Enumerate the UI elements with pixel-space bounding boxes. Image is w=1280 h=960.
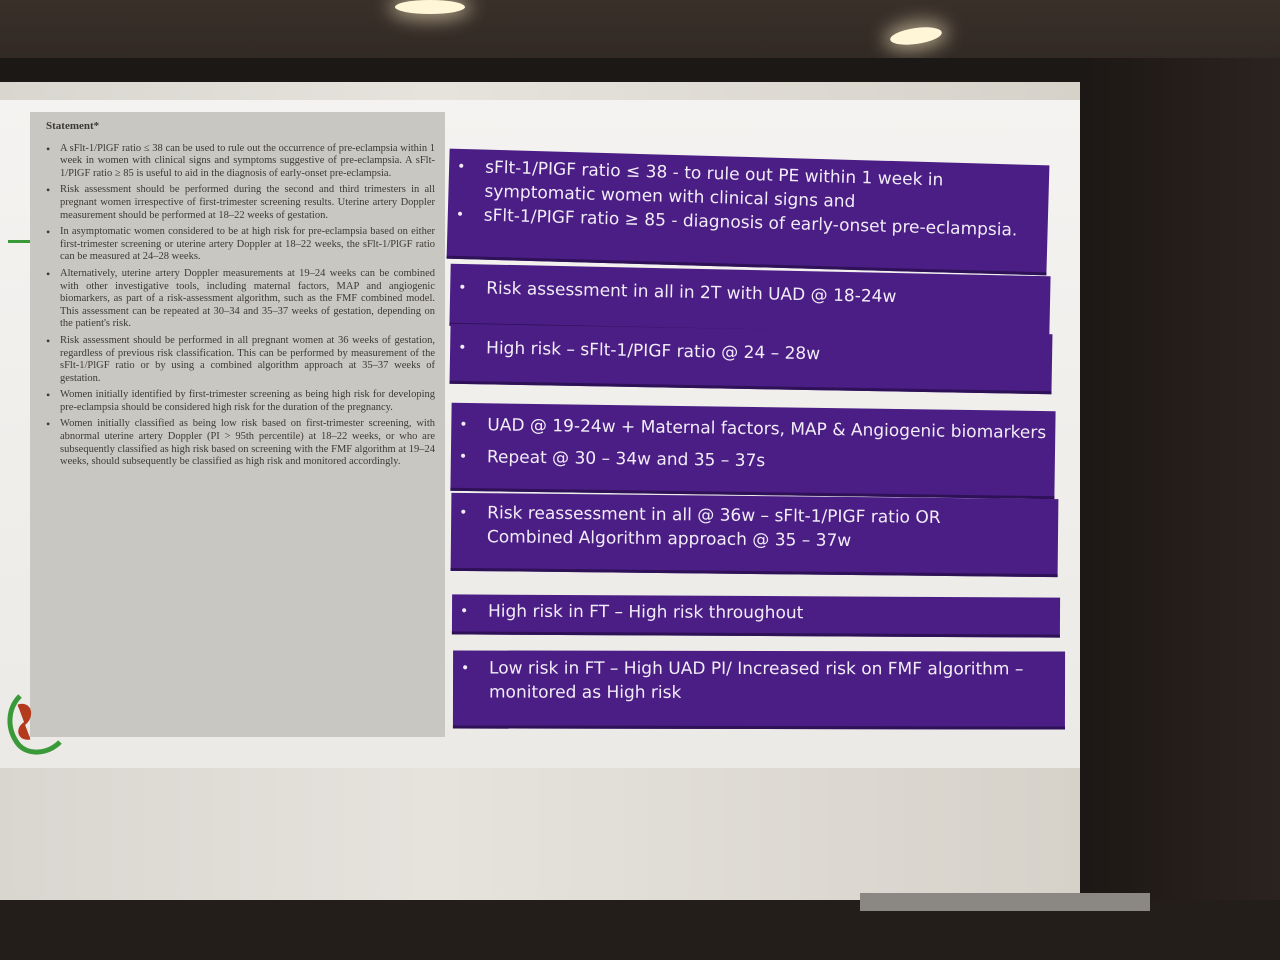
bullet-icon: • [461,660,470,677]
statement-item: • Women initially classified as being low risk based on first-trimester screening, with abnormal uterine artery Doppler (PI > 95th percentile) at 18–22 weeks, or who are subsequently classified as high risk based on screening with the FMF algorithm at 19–24 weeks, should subsequently be classified as high risk and monitored accordingly. [46,418,435,468]
summary-line: sFlt-1/PIGF ratio ≥ 85 - diagnosis of early-onset pre-eclampsia. [483,205,1018,241]
bullet-icon: • [456,158,466,176]
screen-stand [860,893,1150,911]
summary-line: Combined Algorithm approach @ 35 – 37w [486,527,852,552]
summary-line: High risk in FT – High risk throughout [487,601,804,624]
statement-table [30,112,445,737]
summary-line: Repeat @ 30 – 34w and 35 – 37s [486,447,766,472]
bullet-icon: • [459,603,469,620]
ceiling-light [395,0,465,14]
statement-item: • Alternatively, uterine artery Doppler measurements at 19–24 weeks can be combined with other investigative tools, including maternal factors, MAP and angiogenic biomarkers, as part of a risk-assessment algorithm, such as the FMF combined model. This assessment can be repeated at 30–34 and 35–37 weeks of gestation, depending on the patient's risk. [46,268,435,331]
statement-heading: Statement* [46,120,100,132]
bullet-icon: • [455,206,465,224]
summary-line: Low risk in FT – High UAD PI/ Increased risk on FMF algorithm – [489,658,1024,680]
summary-line: UAD @ 19-24w + Maternal factors, MAP & Angiogenic biomarkers [487,415,1047,444]
summary-line: Risk assessment in all in 2T with UAD @ 18-24w [485,278,897,308]
bullet-icon: • [459,416,468,434]
bullet-icon: • [458,339,467,357]
summary-line: Risk reassessment in all @ 36w – sFlt-1/PIGF ratio OR [487,503,941,528]
summary-line: symptomatic women with clinical signs and [484,181,856,212]
statement-item: • Risk assessment should be performed in all pregnant women at 36 weeks of gestation, regardless of previous risk classification. This can be performed by measurement of the sFlt-1/PlGF ratio or by using a combined algorithm approach at 35–37 weeks of gestation. [46,335,435,385]
statement-item: • Women initially identified by first-trimester screening as being high risk for developing pre-eclampsia should be considered high risk for the duration of the pregnancy. [46,389,435,414]
statement-item: • Risk assessment should be performed during the second and third trimesters in all pregnant women irrespective of first-trimester screening results. Uterine artery Doppler measurement should be performed at 18–22 weeks of gestation. [46,184,435,222]
ceiling-light [889,24,943,47]
bullet-icon: • [458,448,468,466]
summary-box [453,650,1065,729]
statement-item: • A sFlt-1/PlGF ratio ≤ 38 can be used to rule out the occurrence of pre-eclampsia within 1 week in women with clinical signs and symptoms suggestive of pre-eclampsia. A sFlt-1/PlGF ratio ≥ 85 is useful to aid in the diagnosis of early-onset pre-eclampsia. [46,143,435,181]
summary-line: sFlt-1/PIGF ratio ≤ 38 - to rule out PE within 1 week in [484,157,944,191]
statement-item: • In asymptomatic women considered to be at high risk for pre-eclampsia based on either first-trimester screening or uterine artery Doppler at 18–22 weeks, the sFlt-1/PlGF ratio can be measured at 24–28 weeks. [46,226,435,264]
logo-icon [0,688,64,758]
summary-box [450,403,1055,499]
bullet-icon: • [458,279,467,297]
summary-box [450,324,1053,394]
bullet-icon: • [459,504,468,521]
slide-accent-mark [8,240,30,243]
room-wall [1085,58,1280,960]
summary-box [447,149,1050,276]
summary-line: monitored as High risk [488,682,682,703]
summary-box [451,493,1059,577]
statement-list [46,143,435,469]
summary-line: High risk – sFlt-1/PIGF ratio @ 24 – 28w [485,338,821,365]
summary-box [452,594,1060,637]
